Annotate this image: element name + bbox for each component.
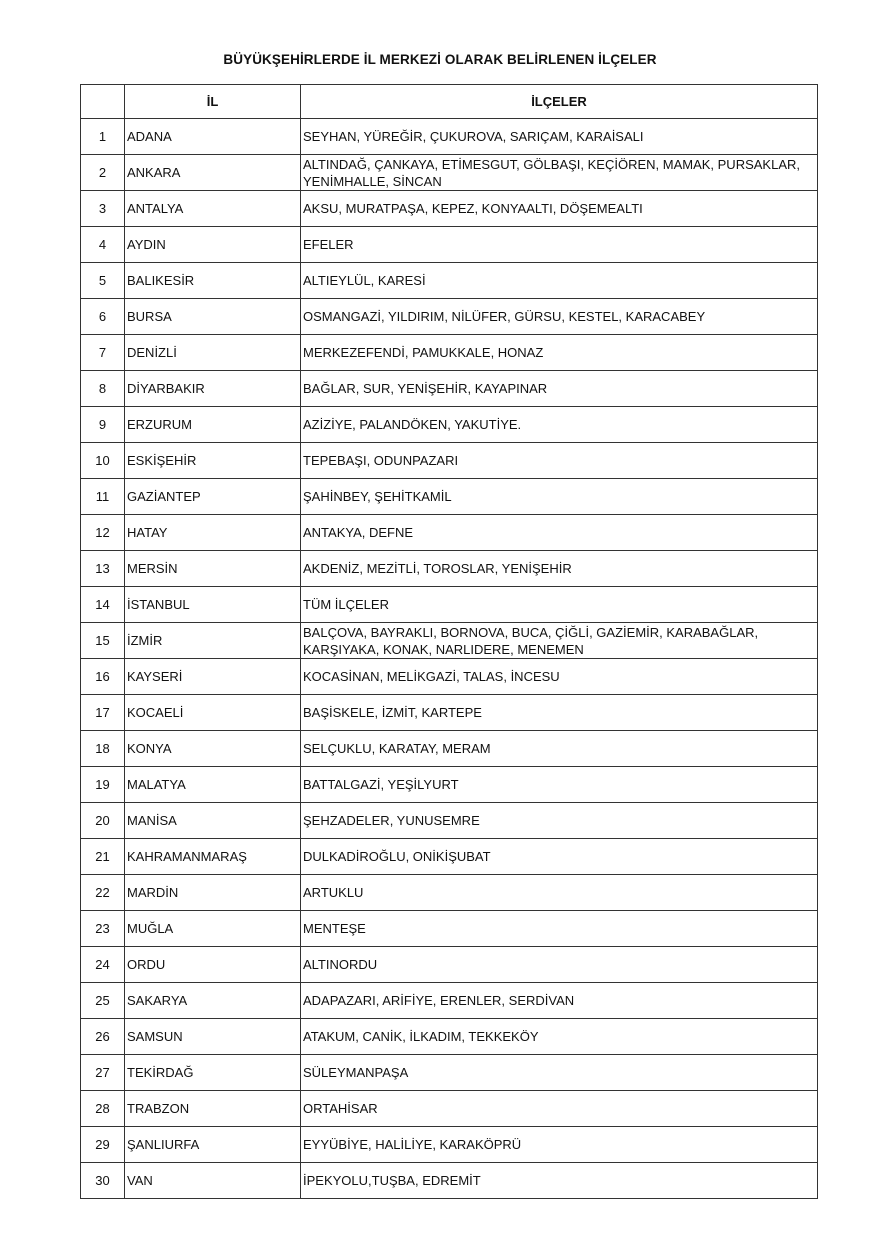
row-districts: TEPEBAŞI, ODUNPAZARI bbox=[301, 443, 818, 479]
row-province: ADANA bbox=[125, 119, 301, 155]
row-province: İZMİR bbox=[125, 623, 301, 659]
table-row bbox=[81, 911, 818, 947]
table-row bbox=[81, 1091, 818, 1127]
row-number: 23 bbox=[81, 911, 125, 947]
row-number: 20 bbox=[81, 803, 125, 839]
row-districts: BALÇOVA, BAYRAKLI, BORNOVA, BUCA, ÇİĞLİ, GAZİEMİR, KARABAĞLAR, KARŞIYAKA, KONAK, NARLIDERE, MENEMEN bbox=[301, 623, 818, 659]
row-districts: TÜM İLÇELER bbox=[301, 587, 818, 623]
table-row bbox=[81, 263, 818, 299]
row-districts: EYYÜBİYE, HALİLİYE, KARAKÖPRÜ bbox=[301, 1127, 818, 1163]
row-province: KONYA bbox=[125, 731, 301, 767]
row-number: 26 bbox=[81, 1019, 125, 1055]
row-number: 12 bbox=[81, 515, 125, 551]
row-province: GAZİANTEP bbox=[125, 479, 301, 515]
row-districts: ALTINDAĞ, ÇANKAYA, ETİMESGUT, GÖLBAŞI, KEÇİÖREN, MAMAK, PURSAKLAR, YENİMHALLE, SİNCAN bbox=[301, 155, 818, 191]
table-row bbox=[81, 227, 818, 263]
table-row bbox=[81, 515, 818, 551]
table-row bbox=[81, 659, 818, 695]
table-row bbox=[81, 839, 818, 875]
row-number: 18 bbox=[81, 731, 125, 767]
row-number: 30 bbox=[81, 1163, 125, 1199]
document-title: BÜYÜKŞEHİRLERDE İL MERKEZİ OLARAK BELİRLENEN İLÇELER bbox=[223, 52, 657, 67]
row-districts: ORTAHİSAR bbox=[301, 1091, 818, 1127]
table-row bbox=[81, 1127, 818, 1163]
row-province: MERSİN bbox=[125, 551, 301, 587]
table-row bbox=[81, 695, 818, 731]
table-row bbox=[81, 767, 818, 803]
row-number: 25 bbox=[81, 983, 125, 1019]
row-number: 16 bbox=[81, 659, 125, 695]
row-districts: ATAKUM, CANİK, İLKADIM, TEKKEKÖY bbox=[301, 1019, 818, 1055]
row-province: HATAY bbox=[125, 515, 301, 551]
table-row bbox=[81, 587, 818, 623]
row-province: MUĞLA bbox=[125, 911, 301, 947]
table-row bbox=[81, 335, 818, 371]
row-province: TRABZON bbox=[125, 1091, 301, 1127]
row-province: SAKARYA bbox=[125, 983, 301, 1019]
row-number: 5 bbox=[81, 263, 125, 299]
row-districts: OSMANGAZİ, YILDIRIM, NİLÜFER, GÜRSU, KESTEL, KARACABEY bbox=[301, 299, 818, 335]
row-districts: İPEKYOLU,TUŞBA, EDREMİT bbox=[301, 1163, 818, 1199]
row-province: DİYARBAKIR bbox=[125, 371, 301, 407]
row-number: 28 bbox=[81, 1091, 125, 1127]
row-province: ANKARA bbox=[125, 155, 301, 191]
row-number: 13 bbox=[81, 551, 125, 587]
row-number: 2 bbox=[81, 155, 125, 191]
table-row bbox=[81, 1055, 818, 1091]
table-row bbox=[81, 1163, 818, 1199]
row-province: KAYSERİ bbox=[125, 659, 301, 695]
row-number: 14 bbox=[81, 587, 125, 623]
table-row bbox=[81, 731, 818, 767]
row-province: ŞANLIURFA bbox=[125, 1127, 301, 1163]
row-province: TEKİRDAĞ bbox=[125, 1055, 301, 1091]
row-districts: ANTAKYA, DEFNE bbox=[301, 515, 818, 551]
table-row bbox=[81, 983, 818, 1019]
row-number: 17 bbox=[81, 695, 125, 731]
row-districts: MERKEZEFENDİ, PAMUKKALE, HONAZ bbox=[301, 335, 818, 371]
row-districts: SÜLEYMANPAŞA bbox=[301, 1055, 818, 1091]
row-districts: ADAPAZARI, ARİFİYE, ERENLER, SERDİVAN bbox=[301, 983, 818, 1019]
table-row bbox=[81, 371, 818, 407]
row-number: 21 bbox=[81, 839, 125, 875]
row-districts: BAŞİSKELE, İZMİT, KARTEPE bbox=[301, 695, 818, 731]
row-number: 24 bbox=[81, 947, 125, 983]
row-districts: AKDENİZ, MEZİTLİ, TOROSLAR, YENİŞEHİR bbox=[301, 551, 818, 587]
table-row bbox=[81, 623, 818, 659]
table-row bbox=[81, 155, 818, 191]
header-province: İL bbox=[125, 85, 301, 119]
table-row bbox=[81, 803, 818, 839]
row-province: DENİZLİ bbox=[125, 335, 301, 371]
table-row bbox=[81, 1019, 818, 1055]
row-number: 3 bbox=[81, 191, 125, 227]
row-number: 8 bbox=[81, 371, 125, 407]
header-number bbox=[81, 85, 125, 119]
table-row bbox=[81, 875, 818, 911]
header-districts: İLÇELER bbox=[301, 85, 818, 119]
row-province: SAMSUN bbox=[125, 1019, 301, 1055]
table-row bbox=[81, 191, 818, 227]
row-number: 22 bbox=[81, 875, 125, 911]
row-districts: SEYHAN, YÜREĞİR, ÇUKUROVA, SARIÇAM, KARAİSALI bbox=[301, 119, 818, 155]
row-province: ANTALYA bbox=[125, 191, 301, 227]
row-districts: ŞAHİNBEY, ŞEHİTKAMİL bbox=[301, 479, 818, 515]
table-row bbox=[81, 443, 818, 479]
row-number: 4 bbox=[81, 227, 125, 263]
row-province: KOCAELİ bbox=[125, 695, 301, 731]
row-districts: KOCASİNAN, MELİKGAZİ, TALAS, İNCESU bbox=[301, 659, 818, 695]
districts-table bbox=[80, 84, 818, 1199]
row-districts: AKSU, MURATPAŞA, KEPEZ, KONYAALTI, DÖŞEMEALTI bbox=[301, 191, 818, 227]
row-province: ORDU bbox=[125, 947, 301, 983]
row-province: MARDİN bbox=[125, 875, 301, 911]
row-number: 19 bbox=[81, 767, 125, 803]
row-province: MANİSA bbox=[125, 803, 301, 839]
row-districts: EFELER bbox=[301, 227, 818, 263]
row-province: VAN bbox=[125, 1163, 301, 1199]
row-districts: ARTUKLU bbox=[301, 875, 818, 911]
row-number: 27 bbox=[81, 1055, 125, 1091]
row-districts: ALTIEYLÜL, KARESİ bbox=[301, 263, 818, 299]
row-province: MALATYA bbox=[125, 767, 301, 803]
row-number: 7 bbox=[81, 335, 125, 371]
row-province: BALIKESİR bbox=[125, 263, 301, 299]
table-row bbox=[81, 479, 818, 515]
row-province: ERZURUM bbox=[125, 407, 301, 443]
row-districts: DULKADİROĞLU, ONİKİŞUBAT bbox=[301, 839, 818, 875]
row-province: AYDIN bbox=[125, 227, 301, 263]
row-districts: BATTALGAZİ, YEŞİLYURT bbox=[301, 767, 818, 803]
table-row bbox=[81, 407, 818, 443]
row-number: 1 bbox=[81, 119, 125, 155]
row-number: 6 bbox=[81, 299, 125, 335]
table-row bbox=[81, 947, 818, 983]
row-districts: MENTEŞE bbox=[301, 911, 818, 947]
row-number: 9 bbox=[81, 407, 125, 443]
row-province: ESKİŞEHİR bbox=[125, 443, 301, 479]
table-row bbox=[81, 299, 818, 335]
table-row bbox=[81, 119, 818, 155]
table-header-row bbox=[81, 85, 818, 119]
row-number: 11 bbox=[81, 479, 125, 515]
row-province: KAHRAMANMARAŞ bbox=[125, 839, 301, 875]
row-districts: BAĞLAR, SUR, YENİŞEHİR, KAYAPINAR bbox=[301, 371, 818, 407]
row-districts: SELÇUKLU, KARATAY, MERAM bbox=[301, 731, 818, 767]
row-province: BURSA bbox=[125, 299, 301, 335]
row-districts: ALTINORDU bbox=[301, 947, 818, 983]
row-number: 10 bbox=[81, 443, 125, 479]
row-number: 15 bbox=[81, 623, 125, 659]
row-number: 29 bbox=[81, 1127, 125, 1163]
row-districts: ŞEHZADELER, YUNUSEMRE bbox=[301, 803, 818, 839]
table-row bbox=[81, 551, 818, 587]
row-province: İSTANBUL bbox=[125, 587, 301, 623]
row-districts: AZİZİYE, PALANDÖKEN, YAKUTİYE. bbox=[301, 407, 818, 443]
